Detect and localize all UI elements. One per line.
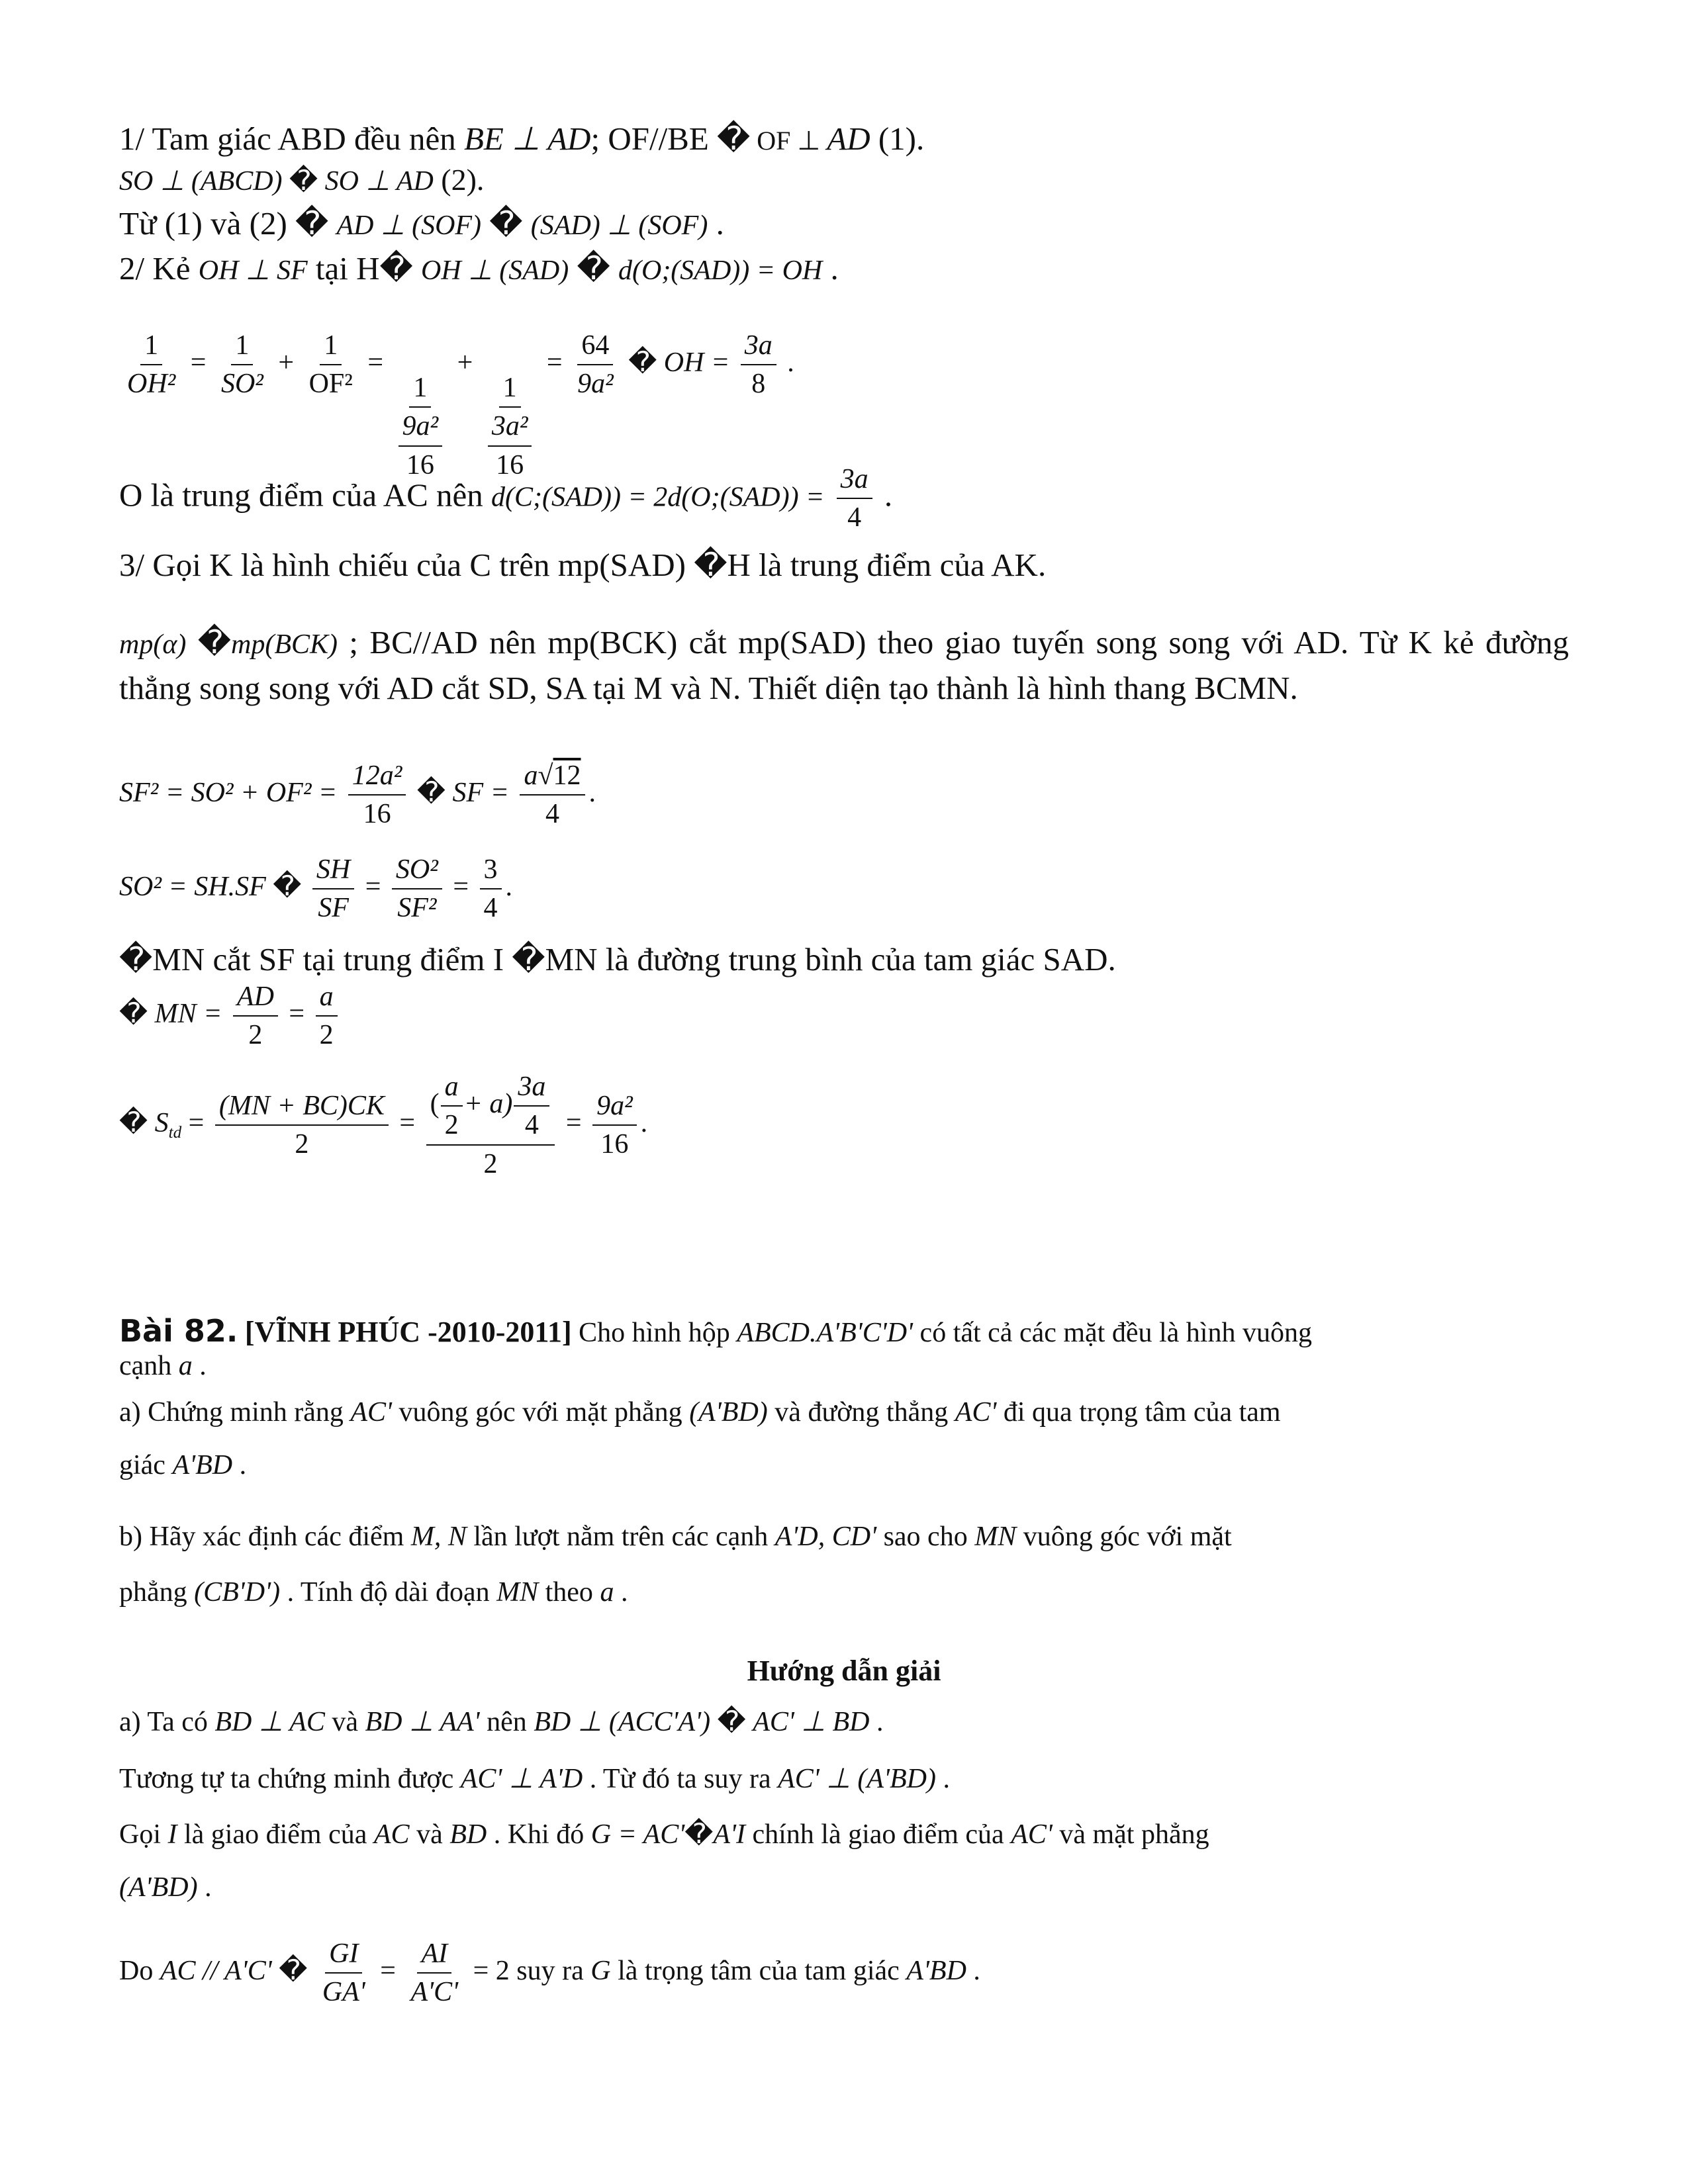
denominator: $\frac{\text{3a²}}{16}$: [484, 408, 536, 481]
math: SO² = SH.SF: [119, 871, 266, 902]
equation-sf: [119, 760, 596, 831]
text: ; BC//AD nên mp(BCK) cắt mp(SAD) theo giao tuyến song song với AD. Từ K kẻ đường thẳng song song với AD cắt SD, SA tại M và N. Thiết diện tạo thành là hình thang BCMN.: [119, 624, 1569, 706]
numerator: 3a: [837, 463, 872, 499]
denominator: OF²: [308, 369, 353, 400]
text: có tất cả các mặt đều là hình vuông: [913, 1318, 1312, 1348]
text: .: [192, 1351, 207, 1381]
fraction: [837, 463, 872, 534]
solution-step-1: [119, 1706, 883, 1738]
math: (CB'D'): [194, 1577, 281, 1608]
math: OH ⊥ (SAD): [421, 255, 569, 286]
text: lần lượt nằm trên các cạnh: [466, 1522, 775, 1552]
problem-part-b: [119, 1521, 1232, 1553]
math: (A'BD): [119, 1872, 198, 1903]
denominator: SF: [318, 893, 349, 924]
numerator: 3: [480, 854, 502, 889]
text: và đường thẳng: [767, 1397, 955, 1428]
fraction: [741, 330, 776, 400]
equation-so: SO² = SH.SF � $\frac{SH}{SF}$ = $\frac{\text{SO²}}{\text{SF²}}$ = $\frac{3}{4}$ .: [119, 854, 512, 924]
math: SO ⊥ AD: [324, 166, 434, 197]
math: A'D, CD': [774, 1522, 877, 1552]
text: .: [822, 250, 839, 287]
solution-step-2: [119, 1763, 950, 1795]
solution-line-2: [119, 163, 484, 198]
text: là trọng tâm của tam giác: [610, 1955, 907, 1986]
math: d(C;(SAD)) = 2d(O;(SAD)) =: [491, 482, 825, 513]
text: và: [409, 1819, 450, 1850]
math: BD ⊥ (ACC'A'): [534, 1707, 711, 1737]
text: vuông góc với mặt phẳng: [392, 1397, 690, 1428]
math: A'BD: [906, 1955, 966, 1986]
text: a) Chứng minh rằng: [119, 1397, 351, 1428]
math: AC: [373, 1819, 410, 1850]
math: BD ⊥ AA': [365, 1707, 480, 1737]
text: .: [876, 477, 893, 514]
solution-line-3: [119, 205, 724, 242]
math: SF =: [452, 777, 509, 808]
solution-step-4: Do AC // A'C' � $\frac{GI}{GA'}$ = $\frac{AI}{A'C'}$ = 2 suy ra G là trọng tâm của tam giác A'BD .: [119, 1938, 980, 2008]
denominator: A'C': [410, 1977, 459, 2008]
equation-mn: � MN = $\frac{AD}{2}$ = $\frac{a}{2}$: [119, 981, 342, 1052]
solution-line-4: [119, 250, 839, 287]
numerator: (MN + BC)CK: [215, 1090, 389, 1126]
fraction: [426, 1071, 555, 1180]
solution-line-1: [119, 120, 924, 158]
fraction: [318, 1938, 369, 2009]
text: b) Hãy xác định các điểm: [119, 1522, 411, 1552]
denominator: 4: [847, 502, 862, 533]
text: . Tính độ dài đoạn: [280, 1577, 497, 1608]
math: AC' ⊥ BD: [753, 1707, 870, 1737]
numerator: AD: [233, 981, 278, 1017]
denominator: GA': [322, 1977, 365, 2008]
implies-symbol: �: [717, 1707, 746, 1737]
fraction: [316, 981, 338, 1052]
math: d(O;(SAD)) = OH: [618, 255, 823, 286]
denominator: 2: [295, 1129, 309, 1160]
math: a: [178, 1351, 193, 1381]
numerator: 9a²: [592, 1090, 637, 1126]
denominator: 16: [600, 1129, 629, 1160]
text: MN cắt SF tại trung điểm I: [152, 941, 512, 978]
math: OH ⊥ SF: [198, 255, 308, 286]
denominator: 8: [751, 369, 766, 400]
text: .: [640, 1108, 648, 1139]
problem-source: [VĨNH PHÚC -2010-2011]: [244, 1316, 572, 1348]
text: tại H: [307, 250, 380, 287]
math: MN: [974, 1522, 1017, 1552]
math: = 2: [473, 1955, 510, 1986]
text: Từ (1) và (2): [119, 205, 296, 242]
text: 1/ Tam giác ABD đều nên: [119, 120, 464, 157]
text: .: [614, 1577, 628, 1608]
math: AC' ⊥ A'D: [460, 1764, 583, 1794]
heading-text: Hướng dẫn giải: [747, 1655, 941, 1687]
math: SF² = SO² + OF² =: [119, 777, 338, 808]
problem-line-2: [119, 1350, 207, 1382]
implies-symbol: �: [119, 998, 148, 1029]
text: OF ⊥: [750, 126, 827, 156]
numerator: 1: [409, 372, 431, 408]
math: S: [154, 1108, 169, 1139]
denominator: $\frac{\text{9a²}}{16}$: [395, 408, 447, 481]
denominator: 4: [483, 893, 498, 924]
text: là giao điểm của: [177, 1819, 374, 1850]
text: phẳng: [119, 1577, 195, 1608]
math: M, N: [410, 1522, 467, 1552]
numerator: AI: [417, 1938, 451, 1974]
fraction: [520, 760, 585, 831]
text: a) Ta có: [119, 1707, 215, 1737]
text: .: [588, 777, 596, 808]
text: sao cho: [876, 1522, 975, 1552]
solution-heading: [0, 1655, 1688, 1688]
numerator: 1: [231, 330, 253, 365]
numerator: a√12: [520, 760, 585, 796]
text: đi qua trọng tâm của tam: [996, 1397, 1281, 1428]
text: và mặt phẳng: [1052, 1819, 1209, 1850]
numerator: 64: [577, 330, 613, 365]
text: . Từ đó ta suy ra: [583, 1764, 778, 1794]
equation-area: � $S_{td}$ = $\frac{(MN + BC)CK}{2}$ = ( $\frac{a}{2}$ + a) $\frac{3a}{4}$ 2 = $\frac{\text{9a²}}{16}$ .: [119, 1071, 648, 1179]
denominator: 2: [248, 1020, 263, 1051]
text: .: [935, 1764, 950, 1794]
equation-oh: $\frac{1}{\text{OH²}}$ = $\frac{1}{\text{SO²}}$ + $\frac{1}{\text{OF²}}$ = $\frac{1}{\frac{\text{9a²}}{16}}$ + $\frac{1}{\frac{\text{3a²}}{16}}$ = $\frac{64}{\text{9a²}}$ � OH = $\frac{3a}{8}$ .: [119, 330, 794, 481]
implies-symbol: �: [717, 120, 751, 157]
math: G = AC': [590, 1819, 685, 1850]
implies-symbol: �: [628, 347, 657, 378]
math: BE ⊥ AD: [463, 120, 591, 157]
text: Gọi: [119, 1819, 168, 1850]
denominator: 9a²: [577, 369, 614, 400]
math: (SAD) ⊥ (SOF): [530, 210, 708, 241]
text: .: [708, 205, 724, 242]
math: AD ⊥ (SOF): [336, 210, 482, 241]
numerator: SH: [312, 854, 354, 889]
text: suy ra: [509, 1955, 591, 1986]
implies-symbol: �: [694, 547, 727, 583]
denominator: SO²: [220, 369, 263, 400]
implies-symbol: �: [684, 1819, 714, 1850]
numerator: SO²: [392, 854, 442, 889]
text: .: [505, 871, 512, 902]
math: mp(BCK): [231, 629, 338, 660]
problem-label: Bài 82.: [119, 1313, 238, 1349]
math: A'BD: [172, 1450, 233, 1480]
subscript: td: [168, 1123, 182, 1142]
fraction: [312, 854, 354, 925]
fraction: [480, 854, 502, 925]
text: .: [966, 1955, 980, 1986]
numerator: GI: [325, 1938, 362, 1974]
math: A'I: [713, 1819, 745, 1850]
math: MN =: [154, 998, 222, 1029]
solution-line-5: [119, 463, 892, 534]
numerator: 1: [320, 330, 342, 365]
solution-paragraph: [119, 621, 1569, 710]
denominator: SF²: [397, 893, 437, 924]
implies-symbol: �: [295, 205, 329, 242]
text: Tương tự ta chứng minh được: [119, 1764, 461, 1794]
fraction: [123, 330, 179, 400]
text: giác: [119, 1450, 173, 1480]
implies-symbol: �: [197, 624, 231, 660]
numerator: 12a²: [348, 760, 406, 796]
math: AC': [350, 1397, 393, 1428]
math: ABCD.A'B'C'D': [737, 1318, 914, 1348]
math: (A'BD): [689, 1397, 768, 1428]
implies-symbol: �: [489, 205, 523, 242]
fraction: [592, 1090, 637, 1161]
numerator: 1: [140, 330, 162, 365]
math: mp(α): [119, 629, 187, 660]
text: Cho hình hộp: [571, 1318, 737, 1348]
denominator: OH²: [127, 369, 176, 400]
solution-step-3-line-2: [119, 1872, 212, 1903]
math: AC' ⊥ (A'BD): [778, 1764, 936, 1794]
text: theo: [538, 1577, 600, 1608]
numerator: 1: [499, 372, 521, 408]
text: .: [232, 1450, 247, 1480]
implies-symbol: �: [119, 1108, 148, 1139]
math: OH =: [663, 347, 730, 378]
denominator: 16: [363, 799, 391, 830]
implies-symbol: �: [416, 777, 445, 808]
text: H là trung điểm của AK.: [727, 547, 1047, 583]
fraction: [215, 1090, 389, 1161]
text: ; OF//BE: [590, 120, 718, 157]
denominator: 2: [483, 1148, 498, 1179]
math: AC': [955, 1397, 997, 1428]
fraction: [348, 760, 406, 831]
math: BD ⊥ AC: [214, 1707, 325, 1737]
text: (1).: [870, 120, 925, 157]
text: cạnh: [119, 1351, 179, 1381]
numerator: a: [316, 981, 338, 1017]
text: .: [780, 347, 794, 378]
solution-step-3: [119, 1819, 1209, 1850]
text: .: [197, 1872, 212, 1903]
text: .: [869, 1707, 884, 1737]
math: SO ⊥ (ABCD): [119, 166, 283, 197]
text: Do: [119, 1955, 160, 1986]
math: a: [600, 1577, 614, 1608]
problem-part-a-line-2: [119, 1449, 246, 1481]
numerator: ( $\frac{a}{2}$ + a) $\frac{3a}{4}$: [426, 1071, 555, 1146]
text: nên: [479, 1707, 534, 1737]
math: G: [590, 1955, 611, 1986]
text: 3/ Gọi K là hình chiếu của C trên mp(SAD): [119, 547, 694, 583]
math: BD: [449, 1819, 487, 1850]
text: chính là giao điểm của: [745, 1819, 1011, 1850]
problem-part-a: [119, 1396, 1281, 1428]
problem-heading-line: [119, 1314, 1312, 1349]
text: . Khi đó: [487, 1819, 591, 1850]
solution-line-7: [119, 941, 1116, 978]
implies-symbol: �: [577, 250, 610, 287]
implies-symbol: �: [279, 1955, 308, 1986]
text: O là trung điểm của AC nên: [119, 477, 492, 514]
implies-symbol: �: [119, 941, 153, 978]
text: 2/ Kẻ: [119, 250, 199, 287]
math: I: [167, 1819, 177, 1850]
text: (2).: [433, 163, 485, 197]
implies-symbol: �: [379, 250, 413, 287]
implies-symbol: �: [273, 871, 302, 902]
text: và: [324, 1707, 365, 1737]
fraction: [305, 330, 357, 400]
denominator: 2: [319, 1020, 334, 1051]
solution-line-6: [119, 547, 1046, 584]
math: AC // A'C': [160, 1955, 272, 1986]
text: vuông góc với mặt: [1016, 1522, 1232, 1552]
implies-symbol: �: [512, 941, 545, 978]
fraction: [217, 330, 267, 400]
math: AD: [827, 120, 870, 157]
fraction: [392, 854, 442, 925]
numerator: 3a: [741, 330, 776, 365]
math: MN: [496, 1577, 539, 1608]
problem-part-b-line-2: [119, 1576, 628, 1608]
fraction: [406, 1938, 462, 2009]
text: MN là đường trung bình của tam giác SAD.: [545, 941, 1116, 978]
fraction: [233, 981, 278, 1052]
math: AC': [1011, 1819, 1053, 1850]
implies-symbol: �: [289, 166, 318, 197]
fraction: [573, 330, 618, 400]
denominator: 4: [545, 799, 559, 830]
